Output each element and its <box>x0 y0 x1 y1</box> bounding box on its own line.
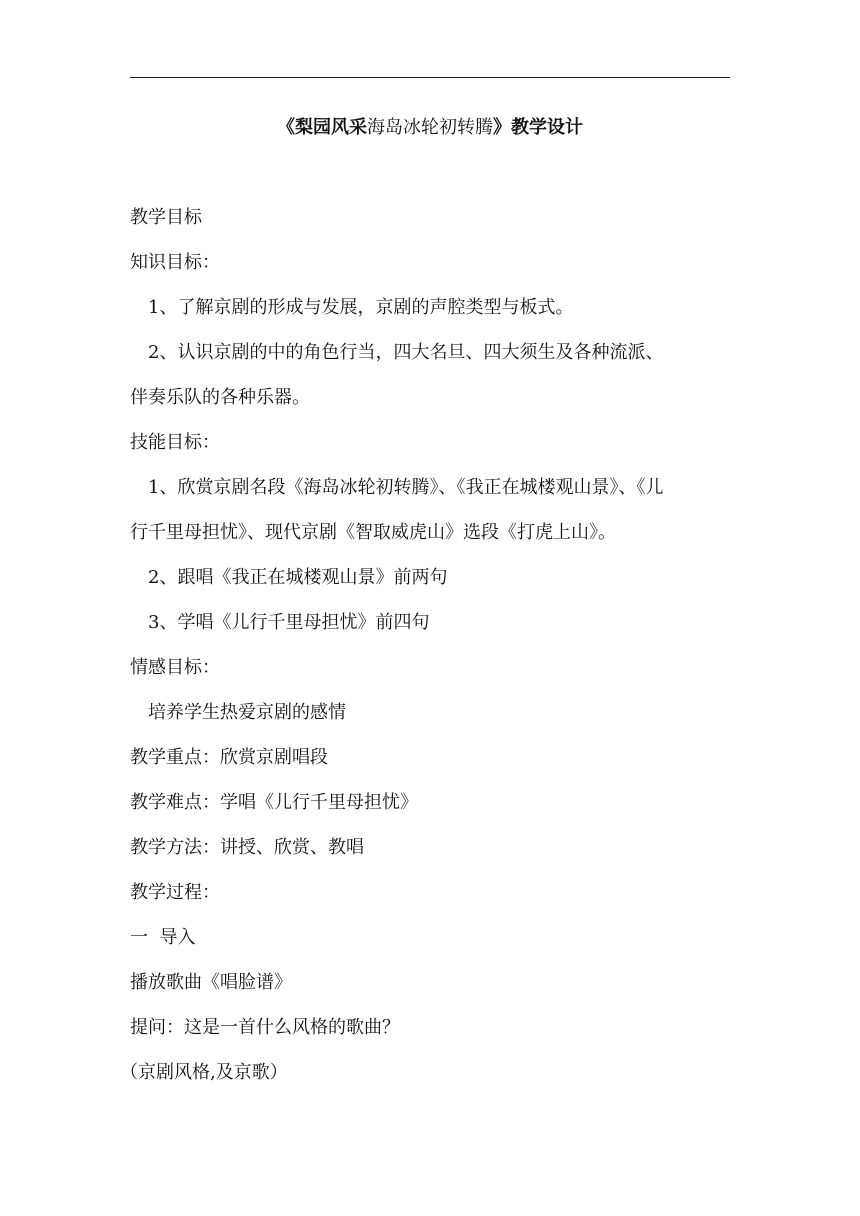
teaching-key-point: 教学重点：欣赏京剧唱段 <box>130 747 328 768</box>
emotional-item: 培养学生热爱京剧的感情 <box>148 702 346 723</box>
skill-item-3: 3、学唱《儿行千里母担忧》前四句 <box>148 612 430 633</box>
skill-item-1: 1、欣赏京剧名段《海岛冰轮初转腾》、《我正在城楼观山景》、《儿 <box>148 477 664 498</box>
skill-item-2: 2、跟唱《我正在城楼观山景》前两句 <box>148 567 448 588</box>
section-heading-teaching-objectives: 教学目标 <box>130 207 202 228</box>
subheading-knowledge-objectives: 知识目标： <box>130 252 220 273</box>
subheading-emotional-objectives: 情感目标： <box>130 657 220 678</box>
teaching-difficulty: 教学难点：学唱《儿行千里母担忧》 <box>130 792 418 813</box>
skill-item-1-continued: 行千里母担忧》、现代京剧《智取威虎山》选段《打虎上山》。 <box>130 522 616 543</box>
document-title <box>130 116 730 140</box>
knowledge-item-2: 2、认识京剧的中的角色行当，四大名旦、四大须生及各种流派、 <box>148 342 664 363</box>
process-answer: （京剧风格,及京歌） <box>120 1062 288 1083</box>
title-part-1: 《梨园风采 <box>277 117 367 138</box>
title-part-2: 海岛冰轮初转腾 <box>367 117 493 138</box>
knowledge-item-2-continued: 伴奏乐队的各种乐器。 <box>130 387 310 408</box>
subheading-teaching-process: 教学过程： <box>130 882 220 903</box>
subheading-skill-objectives: 技能目标： <box>130 432 220 453</box>
teaching-method: 教学方法：讲授、欣赏、教唱 <box>130 837 364 858</box>
process-question: 提问：这是一首什么风格的歌曲？ <box>130 1017 400 1038</box>
header-rule <box>130 77 730 78</box>
knowledge-item-1: 1、了解京剧的形成与发展，京剧的声腔类型与板式。 <box>148 297 574 318</box>
process-play-song: 播放歌曲《唱脸谱》 <box>130 972 292 993</box>
process-step-1-intro: 一 导入 <box>130 927 196 948</box>
title-part-3: 》教学设计 <box>493 117 583 138</box>
